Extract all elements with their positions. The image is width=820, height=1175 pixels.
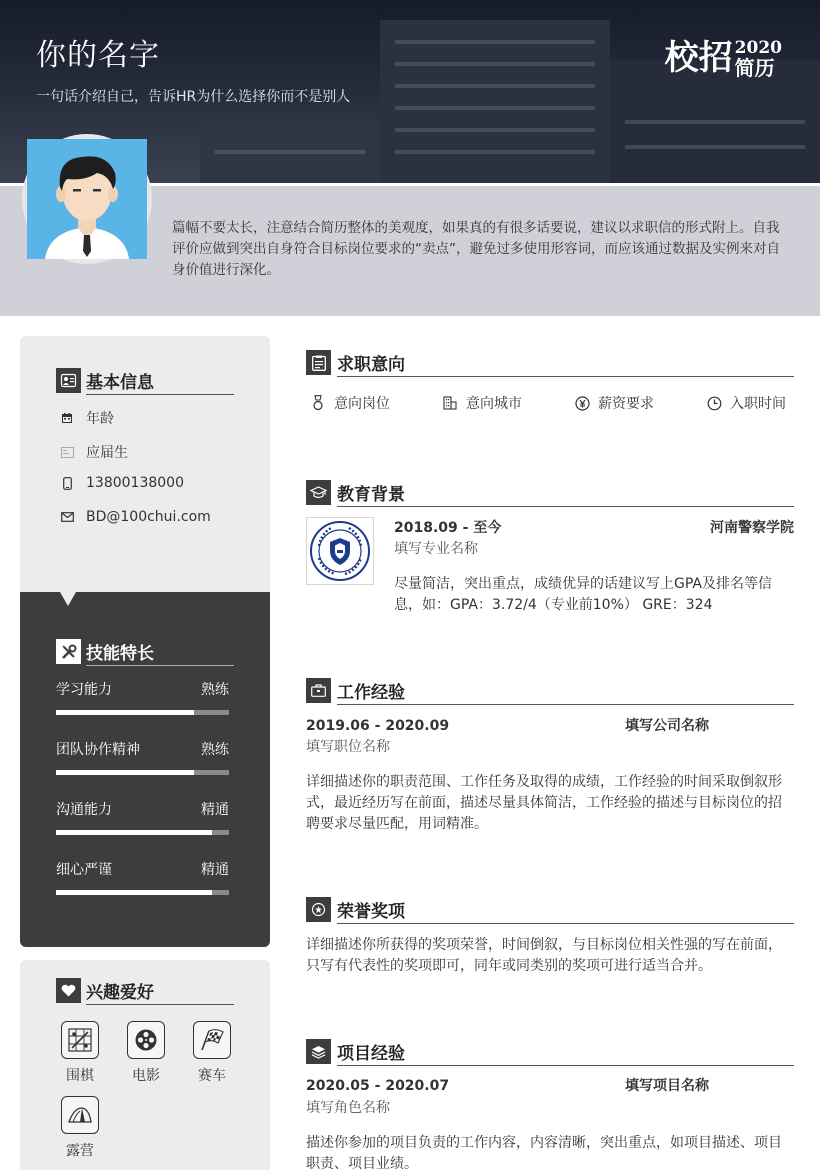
info-age-label: 年龄 [86, 411, 114, 427]
graduation-cap-icon [306, 480, 331, 505]
skill-bar [56, 710, 229, 715]
clipboard-icon [306, 350, 331, 375]
skills-title: 技能特长 [86, 644, 154, 664]
skill-name: 学习能力 [56, 682, 112, 698]
intent-salary-label: 薪资要求 [598, 396, 654, 412]
job-intent-title: 求职意向 [337, 355, 405, 375]
info-email [60, 509, 211, 525]
education-major: 填写专业名称 [394, 541, 478, 557]
award-icon [306, 897, 331, 922]
user-card-icon [56, 368, 81, 393]
skill-bar [56, 890, 229, 895]
work-desc: 详细描述你的职责范围、工作任务及取得的成绩，工作经验的时间采取倒叙形式，最近经历写在前面，描述尽量具体简洁，工作经验的描述与目标岗位的招聘要求尽量匹配，用词精准。 [306, 774, 782, 832]
intent-city-label: 意向城市 [466, 396, 522, 412]
school-logo [306, 517, 374, 585]
project-name: 填写项目名称 [625, 1078, 709, 1094]
hobby-label: 电影 [132, 1068, 160, 1084]
clock-icon [706, 395, 722, 411]
intent-position [310, 393, 390, 413]
candidate-tagline: 一句话介绍自己，告诉HR为什么选择你而不是别人 [36, 89, 351, 105]
info-status [60, 442, 128, 462]
hobby-label: 露营 [66, 1143, 94, 1159]
hobby-item [187, 1021, 237, 1085]
skill-item [56, 679, 229, 715]
skill-name: 团队协作精神 [56, 742, 140, 758]
education-period: 2018.09 - 至今 [394, 520, 502, 536]
info-status-label: 应届生 [86, 445, 128, 461]
brand-sub: 简历 [734, 56, 775, 80]
brand-year: 2020 [734, 38, 782, 58]
mail-icon [60, 510, 74, 524]
candidate-name: 你的名字 [36, 38, 160, 73]
go-board-icon [61, 1021, 99, 1059]
skill-level: 精通 [201, 862, 229, 878]
work-title: 工作经验 [337, 683, 405, 703]
basic-info-title: 基本信息 [86, 373, 154, 393]
hobby-label: 围棋 [66, 1068, 94, 1084]
education-heading [306, 479, 794, 505]
hobbies-title: 兴趣爱好 [86, 983, 154, 1003]
intent-position-label: 意向岗位 [334, 396, 390, 412]
tools-icon [56, 639, 81, 664]
job-intent-heading [306, 349, 794, 375]
skill-bar [56, 770, 229, 775]
intent-start-date-label: 入职时间 [730, 396, 786, 412]
checkered-flag-icon [193, 1021, 231, 1059]
work-company: 填写公司名称 [625, 718, 709, 734]
honors-heading [306, 896, 794, 922]
skill-bar [56, 830, 229, 835]
intent-city [442, 393, 522, 413]
projects-heading [306, 1038, 794, 1064]
skill-item [56, 859, 229, 895]
phone-icon [60, 476, 74, 490]
info-email-label[interactable]: BD@100chui.com [86, 509, 211, 525]
project-period: 2020.05 - 2020.07 [306, 1078, 450, 1094]
skill-item [56, 799, 229, 835]
tent-icon [61, 1096, 99, 1134]
heart-icon [56, 978, 81, 1003]
education-desc: 尽量简洁，突出重点，成绩优异的话建议写上GPA及排名等信息，如：GPA：3.72/4（专业前10%） GRE：324 [394, 576, 772, 613]
calendar-icon [60, 411, 74, 425]
hobbies-heading [56, 977, 234, 1003]
skill-item [56, 739, 229, 775]
skill-name: 细心严谨 [56, 862, 112, 878]
education-title: 教育背景 [337, 485, 405, 505]
intent-salary [574, 393, 654, 413]
skill-name: 沟通能力 [56, 802, 112, 818]
brand-logo [665, 38, 782, 78]
work-period: 2019.06 - 2020.09 [306, 718, 450, 734]
id-card-icon [60, 445, 74, 459]
project-desc: 描述你参加的项目负责的工作内容，内容清晰，突出重点，如项目描述、项目职责、项目业绩。 [306, 1135, 782, 1172]
honors-title: 荣誉奖项 [337, 902, 405, 922]
hobby-item [121, 1021, 171, 1085]
skills-heading [56, 638, 234, 664]
skill-level: 熟练 [201, 682, 229, 698]
brand-main: 校招 [664, 38, 733, 78]
honors-desc: 详细描述你所获得的奖项荣誉，时间倒叙，与目标岗位相关性强的写在前面，只写有代表性的奖项即可，同年或同类别的奖项可进行适当合并。 [306, 937, 782, 974]
project-role: 填写角色名称 [306, 1100, 390, 1116]
education-school: 河南警察学院 [710, 520, 794, 536]
medal-icon [310, 395, 326, 411]
briefcase-icon [306, 678, 331, 703]
projects-title: 项目经验 [337, 1044, 405, 1064]
hobby-label: 赛车 [198, 1068, 226, 1084]
intent-start-date [706, 393, 786, 413]
hobby-item [55, 1096, 105, 1160]
info-age [60, 408, 114, 428]
building-icon [442, 395, 458, 411]
layers-icon [306, 1039, 331, 1064]
skill-level: 熟练 [201, 742, 229, 758]
basic-info-heading [56, 367, 234, 393]
panel-notch [60, 592, 76, 606]
info-phone [60, 475, 184, 491]
school-seal-icon [309, 520, 371, 582]
skill-bar-fill [56, 710, 194, 715]
yen-icon [574, 395, 590, 411]
work-heading [306, 677, 794, 703]
hobby-item [55, 1021, 105, 1085]
info-phone-label[interactable]: 13800138000 [86, 475, 184, 491]
avatar [22, 134, 152, 264]
skill-bar-fill [56, 770, 194, 775]
self-evaluation-text: 篇幅不要太长，注意结合简历整体的美观度，如果真的有很多话要说，建议以求职信的形式附上。自我评价应做到突出自身符合目标岗位要求的“卖点”，避免过多使用形容词，而应该通过数据及实例来对自身价值进行深化。 [172, 220, 780, 278]
skill-bar-fill [56, 830, 212, 835]
work-position: 填写职位名称 [306, 739, 390, 755]
film-reel-icon [127, 1021, 165, 1059]
avatar-illustration [27, 139, 147, 259]
skill-bar-fill [56, 890, 212, 895]
skill-level: 精通 [201, 802, 229, 818]
